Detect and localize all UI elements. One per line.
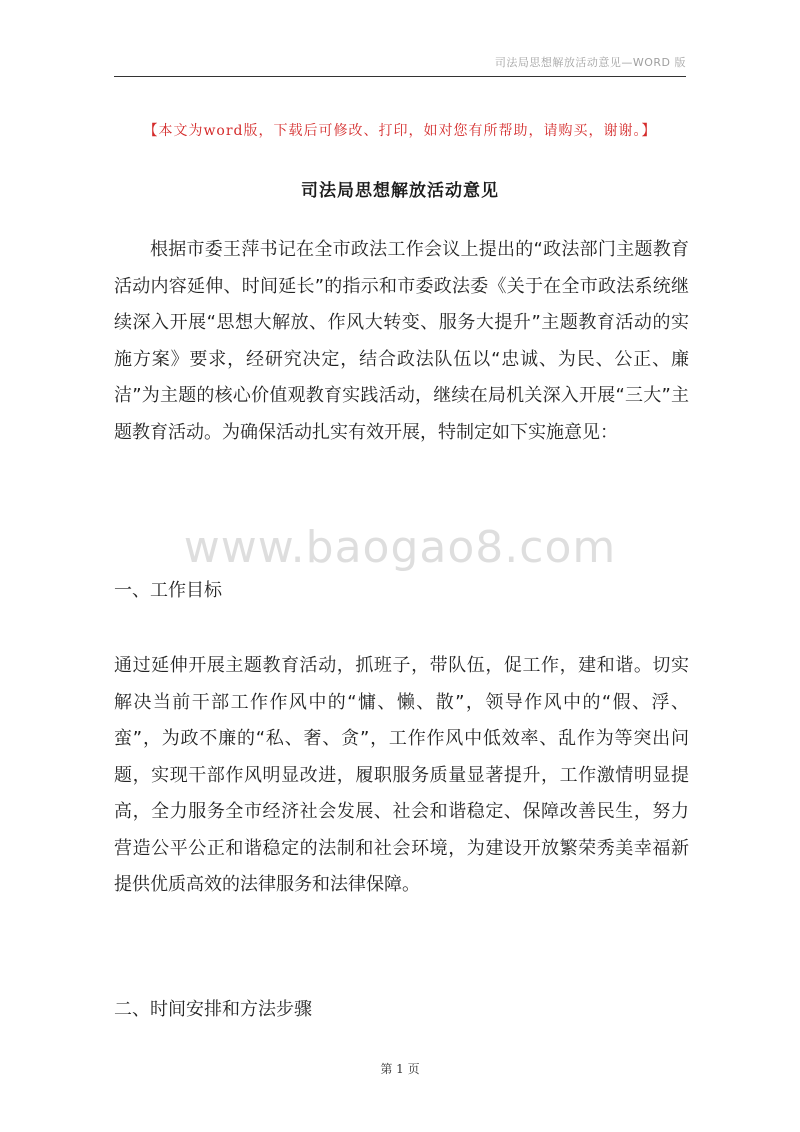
intro-paragraph: 根据市委王萍书记在全市政法工作会议上提出的“政法部门主题教育活动内容延伸、时间延长”的指示和市委政法委《关于在全市政法系统继续深入开展“思想大解放、作风大转变、服务大提升”主题教育活动的实施方案》要求，经研究决定，结合政法队伍以“忠诚、为民、公正、廉洁”为主题的核心价值观教育实践活动，继续在局机关深入开展“三大”主题教育活动。为确保活动扎实有效开展，特制定如下实施意见： <box>114 239 689 443</box>
purchase-notice: 【本文为word版，下载后可修改、打印，如对您有所帮助，请购买，谢谢。】 <box>143 123 657 139</box>
document-title: 司法局思想解放活动意见 <box>301 181 499 201</box>
section-heading-goals: 一、工作目标 <box>114 580 222 601</box>
header-divider <box>114 76 686 77</box>
running-header: 司法局思想解放活动意见—WORD 版 <box>494 56 686 69</box>
section-heading-schedule: 二、时间安排和方法步骤 <box>114 999 312 1020</box>
watermark: www.baogao8.com <box>183 522 617 573</box>
goals-paragraph: 通过延伸开展主题教育活动，抓班子，带队伍，促工作，建和谐。切实解决当前干部工作作风中的“慵、懒、散”，领导作风中的“假、浮、蛮”，为政不廉的“私、奢、贪”，工作作风中低效率、乱作为等突出问题，实现干部作风明显改进，履职服务质量显著提升，工作激情明显提高，全力服务全市经济社会发展、社会和谐稳定、保障改善民生，努力营造公平公正和谐稳定的法制和社会环境，为建设开放繁荣秀美幸福新提供优质高效的法律服务和法律保障。 <box>114 655 689 895</box>
page-number: 第 1 页 <box>380 1062 420 1076</box>
